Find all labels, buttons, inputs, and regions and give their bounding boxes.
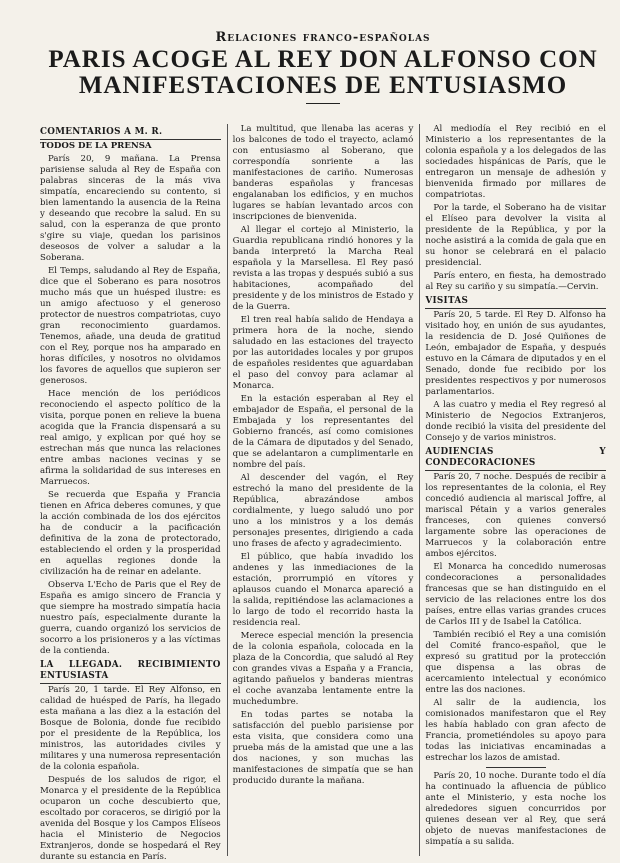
paragraph: La multitud, que llenaba las aceras y los balcones de todo el trayecto, aclamó con entusiasmo al Soberano, que correspondía sonriente a las manifestaciones de cariño. Numerosas banderas españolas y francesas engalanaban los edificios, y en muchos lugares se habían levantado arcos con inscripciones de bienvenida. (232, 124, 414, 222)
section-heading-visitas: VISITAS (425, 296, 606, 309)
paragraph: Al llegar el cortejo al Ministerio, la Guardia republicana rindió honores y la banda interpretó la Marcha Real española y la Marsellesa. El Rey pasó revista a las tropas y después subió a sus habitaciones, acompañado del presidente y de los ministros de Estado y de la Guerra. (232, 225, 414, 312)
section-heading-audiencias: AUDIENCIAS Y CONDECORACIONES (425, 447, 606, 471)
paragraph: Observa L'Echo de Paris que el Rey de España es amigo sincero de Francia y que siempre ha mostrado simpatía hacia nuestro país, especialmente durante la guerra, cuando organizó los servicios de socorro a los prisioneros y a las víctimas de la contienda. (40, 580, 221, 656)
paragraph: Al descender del vagón, el Rey estrechó la mano del presidente de la República, abrazándose ambos cordialmente, y luego saludó uno por uno a los ministros y a los demás personajes presentes, dirigiendo a cada uno frases de afecto y agradecimiento. (232, 473, 414, 549)
paragraph: París 20, 9 mañana. La Prensa parisiense saluda al Rey de España con palabras sinceras de la más viva simpatía, encareciendo su contento, si bien lamentando la ausencia de la Reina y deseando que recobre la salud. En su salud, con la esperanza de que pronto s'gire su viaje, quedan los parisinos deseosos de volver a saludar a la Soberana. (40, 154, 221, 263)
column-3 (419, 124, 606, 856)
paragraph: París 20, 10 noche. Durante todo el día ha continuado la afluencia de público ante el Ministerio, y esta noche los alrededores siguen concurridos por quienes desean ver al Rey, que será objeto de nuevas manifestaciones de simpatía a su salida. (425, 771, 607, 847)
paragraph: París 20, 1 tarde. El Rey Alfonso, en calidad de huésped de París, ha llegado esta mañana a las diez a la estación del Bosque de Bolonia, donde fue recibido por el presidente de la República, los ministros, las autoridades civiles y militares y una numerosa representación de la colonia española. (40, 685, 221, 772)
paragraph: Después de los saludos de rigor, el Monarca y el presidente de la República ocuparon un coche descubierto que, escoltado por coraceros, se dirigió por la avenida del Bosque y los Campos Elíseos hacia el Ministerio de Negocios Extranjeros, donde se hospedará el Rey durante su estancia en París. (40, 775, 221, 862)
closing-line: París entero, en fiesta, ha demostrado al Rey su cariño y su simpatía.—Cervin. (425, 271, 607, 292)
paragraph: En la estación esperaban al Rey el embajador de España, el personal de la Embajada y los representantes del Gobierno francés, así como comisiones de la Cámara de diputados y del Senado, que se adelantaron a cumplimentarle en nombre del país. (232, 394, 414, 470)
paragraph: El público, que había invadido los andenes y las inmediaciones de la estación, prorrumpió en vítores y aplausos cuando el Monarca apareció a la salida, repitiéndose las aclamaciones a lo largo de todo el recorrido hasta la residencia real. (232, 552, 414, 628)
paragraph: A las cuatro y media el Rey regresó al Ministerio de Negocios Extranjeros, donde recibió la visita del presidente del Consejo y de varios ministros. (425, 400, 607, 443)
section-heading-comentarios: COMENTARIOS A M. R. (40, 127, 221, 140)
paragraph: Merece especial mención la presencia de la colonia española, colocada en la plaza de la Concordia, que saludó al Rey con grandes vivas a España y a Francia, agitando pañuelos y banderas mientras el coche avanzaba lentamente entre la muchedumbre. (232, 631, 414, 707)
headline-line-1: PARIS ACOGE AL REY DON ALFONSO CON (48, 46, 598, 73)
paragraph: Al mediodía el Rey recibió en el Ministerio a los representantes de la colonia española y a los delegados de las sociedades hispánicas de París, que le entregaron un mensaje de adhesión y bienvenida firmado por millares de compatriotas. (425, 124, 607, 200)
column-1 (40, 124, 221, 862)
paragraph: Se recuerda que España y Francia tienen en Africa deberes comunes, y que la acción combinada de los dos ejércitos ha de conducir a la pacificación definitiva de la zona de protectorado, estableciendo el orden y la prosperidad en aquellas regiones donde la civilización ha de reinar en adelante. (40, 490, 221, 577)
headline-rule (306, 103, 340, 104)
column-2 (227, 124, 414, 856)
paragraph: París 20, 5 tarde. El Rey D. Alfonso ha visitado hoy, en unión de sus ayudantes, la residencia de D. José Quiñones de León, embajador de España, y después estuvo en la Cámara de diputados y en el Senado, donde fue recibido por los presidentes respectivos y por numerosos parlamentarios. (425, 310, 607, 397)
article-columns (40, 124, 607, 862)
paragraph: Hace mención de los periódicos reconociendo el aspecto político de la visita, porque ponen en relieve la buena acogida que la Francia dispensará a su real amigo, y explican por qué hoy se estrechan más que nunca las relaciones entre ambas naciones vecinas y se afirma la solidaridad de sus intereses en Marruecos. (40, 389, 221, 487)
kicker: Relaciones franco-españolas (215, 30, 431, 45)
paragraph: París 20, 7 noche. Después de recibir a los representantes de la colonia, el Rey concedió audiencia al mariscal Joffre, al mariscal Pétain y a varios generales franceses, con quienes conversó largamente sobre las operaciones de Marruecos y la colaboración entre ambos ejércitos. (425, 472, 607, 559)
paragraph: El tren real había salido de Hendaya a primera hora de la noche, siendo saludado en las estaciones del trayecto por las autoridades locales y por grupos de españoles residentes que aguardaban el paso del convoy para aclamar al Monarca. (232, 315, 414, 391)
paragraph: También recibió el Rey a una comisión del Comité franco-español, que le expresó su gratitud por la protección que dispensa a las obras de acercamiento intelectual y económico entre las dos naciones. (425, 630, 607, 695)
paragraph: Al salir de la audiencia, los comisionados manifestaron que el Rey les había hablado con gran afecto de Francia, prometiéndoles su apoyo para todas las iniciativas encaminadas a estrechar los lazos de amistad. (425, 698, 607, 763)
section-subheading-prensa: TODOS DE LA PRENSA (40, 141, 152, 151)
headline-line-2: MANIFESTACIONES DE ENTUSIASMO (78, 72, 568, 99)
paragraph: El Temps, saludando al Rey de España, dice que el Soberano es para nosotros mucho más que un huésped ilustre: es un amigo afectuoso y el generoso protector de nuestros compatriotas, cuyo gran reconocimiento guardamos. Tenemos, añade, una deuda de gratitud con el Rey, porque nos ha amparado en horas difíciles, y nosotros no olvidamos los favores de aquellos que supieron ser generosos. (40, 266, 221, 386)
divider (486, 767, 546, 768)
paragraph: El Monarca ha concedido numerosas condecoraciones a personalidades francesas que se han distinguido en el servicio de las relaciones entre los dos países, entre ellas varias grandes cruces de Carlos III y de Isabel la Católica. (425, 562, 607, 627)
paragraph: Por la tarde, el Soberano ha de visitar el Elíseo para devolver la visita al presidente de la República, y por la noche asistirá a la comida de gala que en su honor se celebrará en el palacio presidencial. (425, 203, 607, 268)
section-heading-llegada: LA LLEGADA. RECIBIMIENTO ENTUSIASTA (40, 660, 221, 684)
paragraph: En todas partes se notaba la satisfacción del pueblo parisiense por esta visita, que considera como una prueba más de la amistad que une a las dos naciones, y son muchas las manifestaciones de simpatía que se han producido durante la mañana. (232, 710, 414, 786)
